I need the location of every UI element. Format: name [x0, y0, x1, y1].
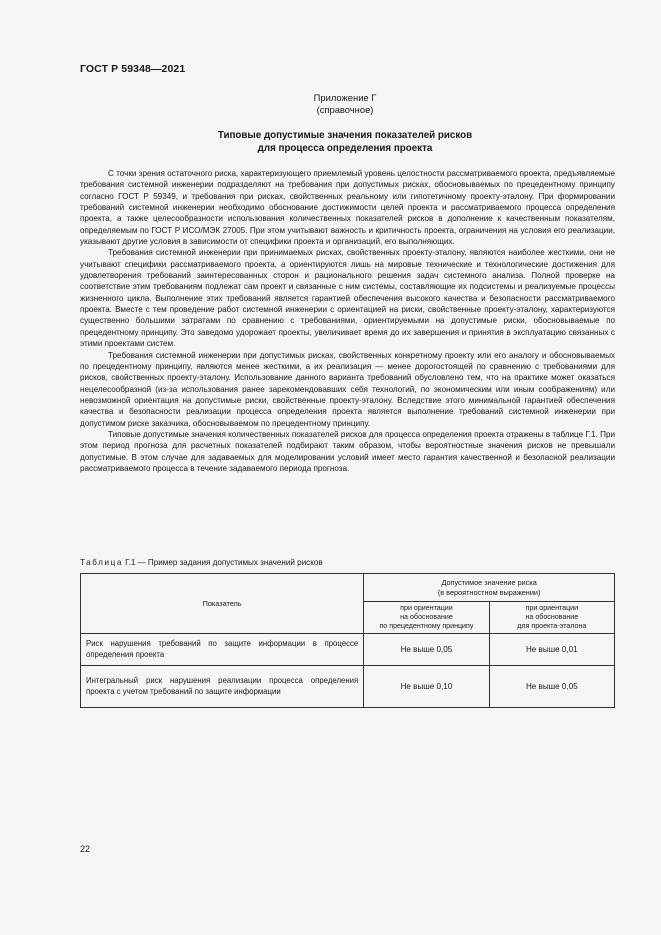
- title-line-1: Типовые допустимые значения показателей рисков: [217, 130, 473, 141]
- appendix-heading: [180, 92, 510, 116]
- column-header-reference-project: [489, 602, 614, 634]
- header-line: на обоснование: [400, 612, 453, 621]
- column-header-precedent: [364, 602, 489, 634]
- header-line: для проекта-эталона: [517, 622, 587, 631]
- indicator-cell: Риск нарушения требований по защите информации в процессе определения проекта: [81, 634, 364, 666]
- value-cell-reference: Не выше 0,01: [489, 634, 614, 666]
- value-cell-reference: Не выше 0,05: [489, 666, 614, 708]
- column-header-indicator: Показатель: [81, 574, 364, 634]
- paragraph: Требования системной инженерии при допустимых рисках, свойственных конкретному проекту или его аналогу и обосновываемых по прецедентному принципу, являются менее жесткими, а их реализация — менее дорогостоящей по сравнению с требованиями для рисков, свойственных проекту-эталону. Использование данного варианта требований обусловлено тем, что на практике может оказаться нецелесообразной (из-за использования ранее зарекомендовавших себя технологий, по экономическим или иным соображениям) или невозможной ориентация на допустимые риски, свойственные проекту-эталону. Вследствие этого минимальной гарантией обеспечения качества и безопасности реализации процесса определения проекта является выполнение требований системной инженерии при допустимом риске заказчика, обосновываемом по прецедентному принципу.: [80, 350, 615, 428]
- paragraph: С точки зрения остаточного риска, характеризующего приемлемый уровень целостности рассматриваемого проекта, предъявляемые требования системной инженерии подразделяют на требования при допустимых рисках, обосновываемых по прецедентному принципу согласно ГОСТ Р 59349, и требования при рисках, свойственных реальному или гипотетичному проекту-эталону. При формировании требований системной инженерии необходимо обоснование достижимости целей проекта и рассматриваемого процесса определения проекта, а также целесообразности использования количественных показателей рисков в дополнение к качественным показателям, определяемым по ГОСТ Р ИСО/МЭК 27005. При этом учитывают важность и критичность проекта, ограничения на условия его реализации, указывают другие условия в зависимости от специфики проекта и организаций, его выполняющих.: [80, 169, 615, 247]
- table-caption-text: Г.1 — Пример задания допустимых значений рисков: [122, 558, 323, 567]
- column-header-group: [364, 574, 615, 602]
- title-line-2: для процесса определения проекта: [257, 142, 433, 154]
- header-line: по прецедентному принципу: [379, 622, 474, 631]
- appendix-label: Приложение Г: [313, 92, 377, 103]
- page-number: 22: [80, 844, 91, 854]
- risk-table: [80, 573, 615, 708]
- group-header-line-1: Допустимое значение риска: [441, 578, 537, 588]
- table-row: [81, 634, 615, 666]
- header-line: при ориентации: [525, 603, 579, 612]
- table-row: [81, 666, 615, 708]
- table-caption-prefix: Таблица: [80, 558, 123, 567]
- group-header-line-2: (в вероятностном выражении): [437, 587, 541, 597]
- indicator-cell: Интегральный риск нарушения реализации процесса определения проекта с учетом требований по защите информации: [81, 666, 364, 708]
- table-caption: [80, 557, 323, 568]
- paragraph: Требования системной инженерии при принимаемых рисках, свойственных проекту-эталону, являются наиболее жесткими, они не учитывают специфики рассматриваемого проекта, а ориентируются лишь на мировые технические и технологические достижения для удовлетворения требований заинтересованных сторон и рационального решения задач системного анализа. Полной проверке на соответствие этим требованиям подлежат сам проект и связанные с ним системы, составляющие их подсистемы и реализуемые процессы жизненного цикла. Выполнение этих требований является гарантией обеспечения высокого качества и безопасности рассматриваемого проекта. Вместе с тем проведение работ системной инженерии с ориентацией на риски, свойственные проекту-эталону, характеризуются существенно большими затратами по сравнению с требованиями, ориентируемыми на допустимые риски, обосновываемые по прецедентному принципу. Это заведомо удорожает проекты, увеличивает время до их завершения и принятия в эксплуатацию связанных с этими проектами систем.: [80, 248, 615, 349]
- header-line: на обоснование: [525, 612, 579, 621]
- value-cell-precedent: Не выше 0,05: [364, 634, 489, 666]
- header-line: при ориентации: [400, 603, 453, 612]
- appendix-kind: (справочное): [316, 104, 374, 115]
- appendix-title: [150, 130, 540, 155]
- value-cell-precedent: Не выше 0,10: [364, 666, 489, 708]
- standard-header: ГОСТ Р 59348—2021: [80, 63, 186, 75]
- body-text: [80, 168, 615, 474]
- paragraph: Типовые допустимые значения количественных показателей рисков для процесса определения проекта отражены в таблице Г.1. При этом период прогноза для расчетных показателей подбирают таким образом, чтобы вероятностные значения рисков не превышали допустимые. В этом случае для задаваемых для моделировании условий имеет место гарантия качественной и безопасной реализации рассматриваемого процесса в течение задаваемого периода прогноза.: [80, 429, 615, 473]
